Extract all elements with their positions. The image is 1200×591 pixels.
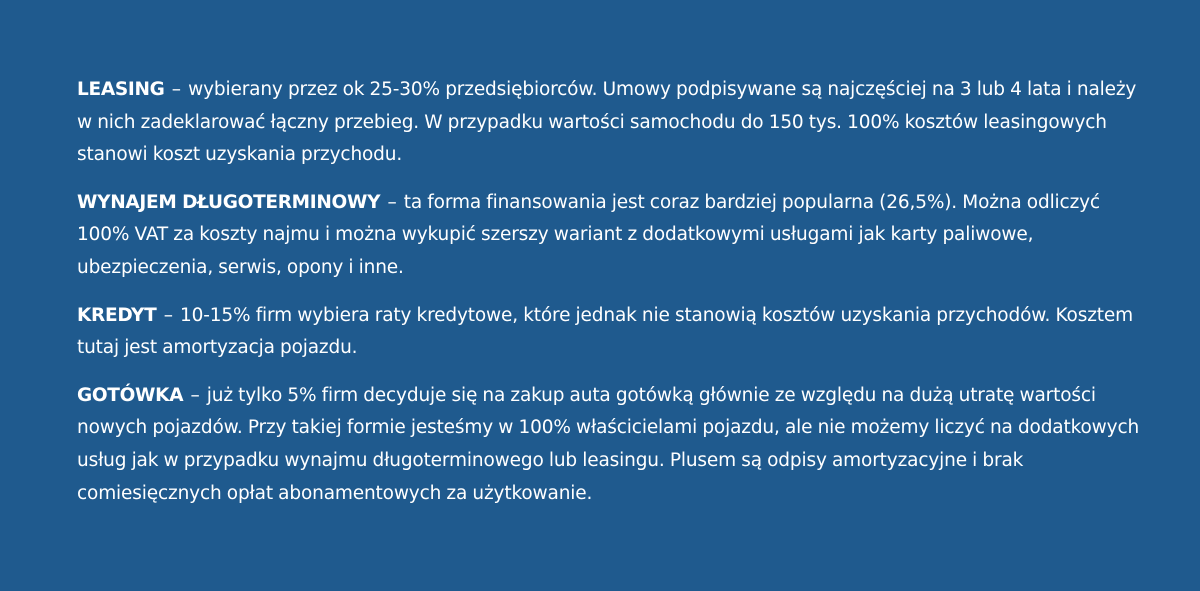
long-term-rental-term: WYNAJEM DŁUGOTERMINOWY <box>77 191 381 213</box>
cash-description: już tylko 5% firm decyduje się na zakup auta gotówką głównie ze względu na dużą utratę wartości nowych pojazdów. Przy takiej formie jesteśmy w 100% właścicielami pojazdu, ale nie możemy liczyć na dodatkowych usług jak w przypadku wynajmu długoterminowego lub leasingu. Plusem są odpisy amortyzacyjne i brak comiesięcznych opłat abonamentowych za użytkowanie. <box>77 384 1140 504</box>
leasing-separator: – <box>171 79 181 100</box>
credit-paragraph <box>77 300 1140 365</box>
credit-separator: – <box>163 304 173 326</box>
cash-paragraph <box>77 380 1140 510</box>
long-term-rental-separator: – <box>387 191 397 213</box>
long-term-rental-paragraph <box>77 187 1140 285</box>
leasing-paragraph <box>77 74 1140 172</box>
credit-term: KREDYT <box>77 304 157 326</box>
long-term-rental-description: ta forma finansowania jest coraz bardziej popularna (26,5%). Można odliczyć 100% VAT za koszty najmu i można wykupić szerszy wariant z dodatkowymi usługami jak karty paliwowe, ubezpieczenia, serwis, opony i inne. <box>77 191 1100 278</box>
cash-term: GOTÓWKA <box>77 384 184 406</box>
leasing-description: wybierany przez ok 25-30% przedsiębiorców. Umowy podpisywane są najczęściej na 3 lub 4 lata i należy w nich zadeklarować łączny przebieg. W przypadku wartości samochodu do 150 tys. 100% kosztów leasingowych stanowi koszt uzyskania przychodu. <box>77 79 1137 166</box>
leasing-term: LEASING <box>77 79 165 100</box>
credit-description: 10-15% firm wybiera raty kredytowe, które jednak nie stanowią kosztów uzyskania przychodów. Kosztem tutaj jest amortyzacja pojazdu. <box>77 304 1133 359</box>
cash-separator: – <box>190 384 200 406</box>
